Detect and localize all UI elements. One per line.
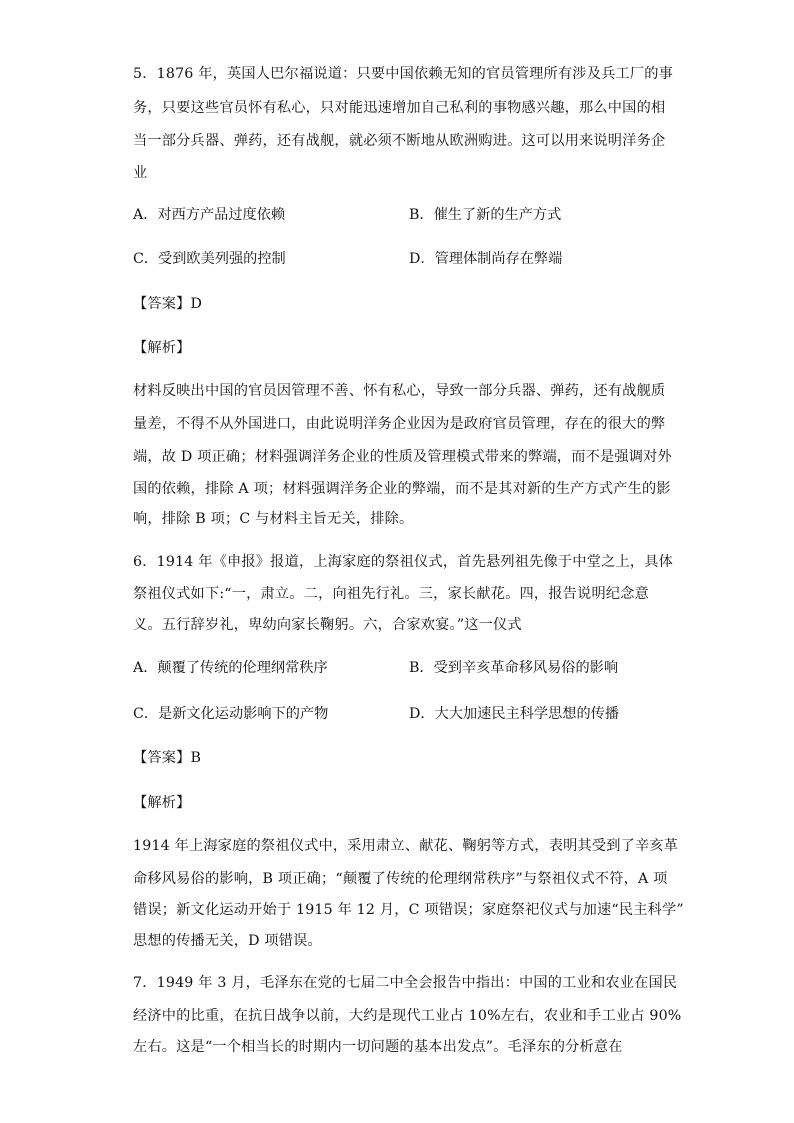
question-6-option-d: D．大大加速民主科学思想的传播 xyxy=(409,706,620,722)
question-6-analysis-line-3: 错误；新文化运动开始于 1915 年 12 月，C 项错误；家庭祭祀仪式与加速“民主科学” xyxy=(133,902,684,918)
question-7-line-1: 7．1949 年 3 月，毛泽东在党的七届二中全会报告中指出：中国的工业和农业在国民 xyxy=(133,975,678,991)
question-5-option-a: A．对西方产品过度依赖 xyxy=(133,207,286,223)
question-5-answer: 【答案】D xyxy=(133,296,203,312)
question-5-line-1: 5．1876 年，英国人巴尔福说道：只要中国依赖无知的官员管理所有涉及兵工厂的事 xyxy=(133,66,674,82)
question-5-option-c: C．受到欧美列强的控制 xyxy=(133,251,286,267)
question-6-line-2: 祭祖仪式如下:“一，肃立。二，向祖先行礼。三，家长献花。四，报告说明纪念意 xyxy=(133,586,649,602)
question-7-line-2: 经济中的比重，在抗日战争以前，大约是现代工业占 10%左右，农业和手工业占 90% xyxy=(133,1008,682,1024)
question-6-option-c: C．是新文化运动影响下的产物 xyxy=(133,706,329,722)
question-5-line-2: 务，只要这些官员怀有私心，只对能迅速增加自己私利的事物感兴趣，那么中国的相 xyxy=(133,100,666,116)
question-5-option-d: D．管理体制尚存在弊端 xyxy=(409,251,563,267)
question-5-analysis-line-1: 材料反映出中国的官员因管理不善、怀有私心，导致一部分兵器、弹药，还有战舰质 xyxy=(133,383,666,399)
question-5-analysis-line-5: 响，排除 B 项；C 与材料主旨无关，排除。 xyxy=(133,511,414,527)
question-6-analysis-line-1: 1914 年上海家庭的祭祖仪式中，采用肃立、献花、鞠躬等方式，表明其受到了辛亥革 xyxy=(133,838,679,854)
question-7-line-3: 左右。这是“一个相当长的时期内一切问题的基本出发点”。毛泽东的分析意在 xyxy=(133,1039,623,1055)
question-5-analysis-line-3: 端，故 D 项正确；材料强调洋务企业的性质及管理模式带来的弊端，而不是强调对外 xyxy=(133,449,672,465)
question-6-line-1: 6．1914 年《申报》报道，上海家庭的祭祖仪式，首先悬列祖先像于中堂之上，具体 xyxy=(133,554,674,570)
question-5-line-3: 当一部分兵器、弹药，还有战舰，就必须不断地从欧洲购进。这可以用来说明洋务企 xyxy=(133,133,666,149)
question-6-answer: 【答案】B xyxy=(133,750,202,766)
question-6-option-b: B．受到辛亥革命移风易俗的影响 xyxy=(409,660,619,676)
question-5-analysis-line-4: 国的依赖，排除 A 项；材料强调洋务企业的弊端，而不是其对新的生产方式产生的影 xyxy=(133,481,671,497)
question-5-option-b: B．催生了新的生产方式 xyxy=(409,207,562,223)
question-5-line-4: 业 xyxy=(133,165,148,181)
question-5-analysis-label: 【解析】 xyxy=(133,340,191,356)
question-6-analysis-line-4: 思想的传播无关，D 项错误。 xyxy=(133,933,322,949)
question-6-analysis-label: 【解析】 xyxy=(133,795,191,811)
question-6-option-a: A．颠覆了传统的伦理纲常秩序 xyxy=(133,660,328,676)
question-5-analysis-line-2: 量差，不得不从外国进口，由此说明洋务企业因为是政府官员管理，存在的很大的弊 xyxy=(133,416,666,432)
question-6-line-3: 义。五行辞岁礼，卑幼向家长鞠躬。六，合家欢宴。”这一仪式 xyxy=(133,617,522,633)
question-6-analysis-line-2: 命移风易俗的影响，B 项正确；“颠覆了传统的伦理纲常秩序”与祭祖仪式不符，A 项 xyxy=(133,871,668,887)
